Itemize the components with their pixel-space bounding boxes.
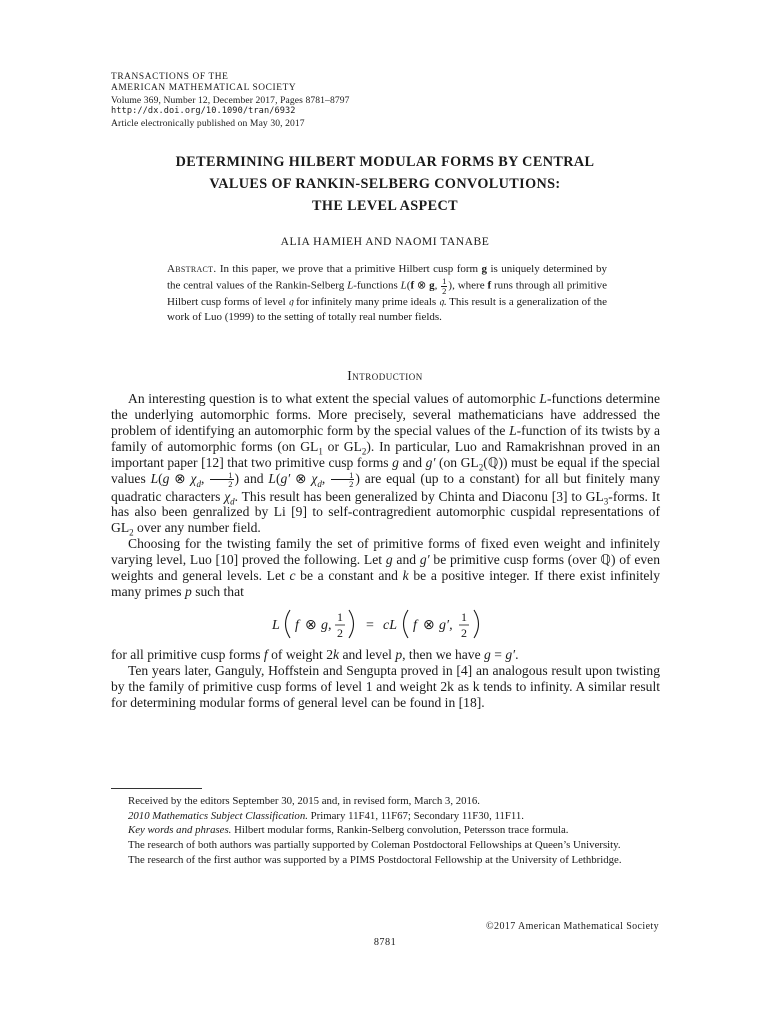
abstract-label: Abstract. (167, 263, 217, 275)
copyright: ©2017 American Mathematical Society (486, 921, 659, 932)
abstract-text: -functions (353, 279, 398, 292)
authors: ALIA HAMIEH AND NAOMI TANABE (280, 235, 490, 248)
footnote-msc: 2010 Mathematics Subject Classification. Primary 11F41, 11F67; Secondary 11F30, 11F11. (128, 809, 524, 822)
svg-text:2: 2 (460, 625, 467, 640)
paragraph: An interesting question is to what extent the special values of automorphic L-functions determine the underlying automorphic forms. More precisely, several mathematicians have addressed the problem of identifying an automorphic form by the special values of the L-function of its twists by a family of automorphic forms (on $GL_1$ or $GL_2$). In particular, Luo and Ramakrishnan proved in an important paper [12] that two primitive cusp forms g and g′ (on $GL_2(ℚ)$) must be equal if the special values L(g ⊗ $\chi_d$, $\frac{1}{2}$ ) and L(g′ ⊗ $\chi_d$, $\frac{1}{2}$ ) are equal (up to a constant) for all but finitely many quadratic characters $\chi_d$. This result has been generalized by Chinta and Diaconu [3] to $GL_3$-forms. It has also been genralized by Li [9] to self-contragredient automorphic cuspidal representations of $GL_2$ over any number field. (111, 391, 661, 539)
svg-text:2: 2 (336, 625, 343, 640)
paragraph: for all primitive cusp forms f of weight 2k and level p, then we have g = g′. (111, 646, 519, 662)
footnote-received: Received by the editors September 30, 2015 and, in revised form, March 3, 2016. (128, 795, 481, 807)
footnote-support-2: The research of the first author was supported by a PIMS Postdoctoral Fellowship at the University of Lethbridge. (128, 853, 622, 866)
title-line-3: THE LEVEL ASPECT (312, 198, 458, 214)
abstract-text: for infinitely many prime ideals (296, 296, 437, 309)
abstract: Abstract. In this paper, we prove that a primitive Hilbert cusp form g is uniquely determined by the central values of the Rankin-Selberg L-functions L(f ⊗ g, $\frac{1}{2}$ ), where f runs through all primitive Hilbert cusp forms of level 𝔮 for infinitely many prime ideals 𝔮. This result is a generalization of the work of Luo (1999) to the setting of totally real number fields. (167, 263, 608, 324)
abstract-text: runs through all primitive Hilbert cusp forms of level (167, 279, 608, 309)
svg-text:⊗: ⊗ (304, 617, 317, 633)
footnotes (111, 794, 660, 868)
footnote-keywords: Key words and phrases. Hilbert modular forms, Rankin-Selberg convolution, Petersson trace formula. (128, 824, 569, 837)
paper-title (100, 151, 670, 217)
svg-text:⊗: ⊗ (422, 617, 435, 633)
abstract-text: , where (452, 279, 485, 292)
paragraph: Ten years later, Ganguly, Hoffstein and Sengupta proved in [4] an analogous result upon twisting by the family of primitive cusp forms of level 1 and weight 2k as k tends to infinity. A similar result for determining modular forms of general level can be found in [18]. (111, 662, 660, 710)
section-heading: Introduction (347, 368, 423, 383)
svg-text:L: L (271, 617, 280, 633)
footnote-support-1: The research of both authors was partially supported by Coleman Postdoctoral Fellowships at Queen’s University. (128, 839, 621, 852)
abstract-text: is uniquely determined by the central values of the Rankin-Selberg (167, 263, 608, 292)
journal-doi[interactable]: http://dx.doi.org/10.1090/tran/6932 (111, 106, 296, 117)
svg-text:1: 1 (336, 609, 343, 624)
svg-text:f: f (294, 617, 299, 633)
journal-published: Article electronically published on May 30, 2017 (111, 117, 305, 129)
display-equation (111, 604, 660, 644)
title-line-1: DETERMINING HILBERT MODULAR FORMS BY CENTRAL (175, 154, 595, 170)
journal-volume: Volume 369, Number 12, December 2017, Pages 8781–8797 (111, 94, 350, 106)
svg-text:g,: g, (320, 617, 331, 633)
abstract-text: In this paper, we prove that a primitive Hilbert cusp form (219, 263, 479, 275)
abstract-text: . This result is a generalization of the work of Luo (1999) to the setting of totally real number fields. (167, 296, 608, 324)
paragraph: Choosing for the twisting family the set of primitive forms of fixed even weight and infinitely varying level, Luo [10] proved the following. Let g and g′ be primitive cusp forms (over ℚ) of even weights and general levels. Let c be a constant and k be a positive integer. If there exist infinitely many primes p such that (111, 536, 661, 599)
title-line-2: VALUES OF RANKIN-SELBERG CONVOLUTIONS: (209, 176, 561, 192)
footnote-rule (111, 788, 202, 789)
svg-text:=: = (365, 617, 374, 633)
svg-text:f: f (412, 617, 417, 633)
page-number: 8781 (373, 937, 397, 948)
main-text (111, 391, 660, 711)
equation-graphic (266, 604, 506, 644)
journal-name-line1: TRANSACTIONS OF THE (111, 72, 229, 82)
journal-header (111, 72, 350, 129)
svg-text:1: 1 (460, 609, 467, 624)
svg-text:g′,: g′, (438, 617, 453, 633)
journal-name-line2: AMERICAN MATHEMATICAL SOCIETY (111, 83, 297, 94)
svg-text:cL: cL (382, 617, 397, 633)
